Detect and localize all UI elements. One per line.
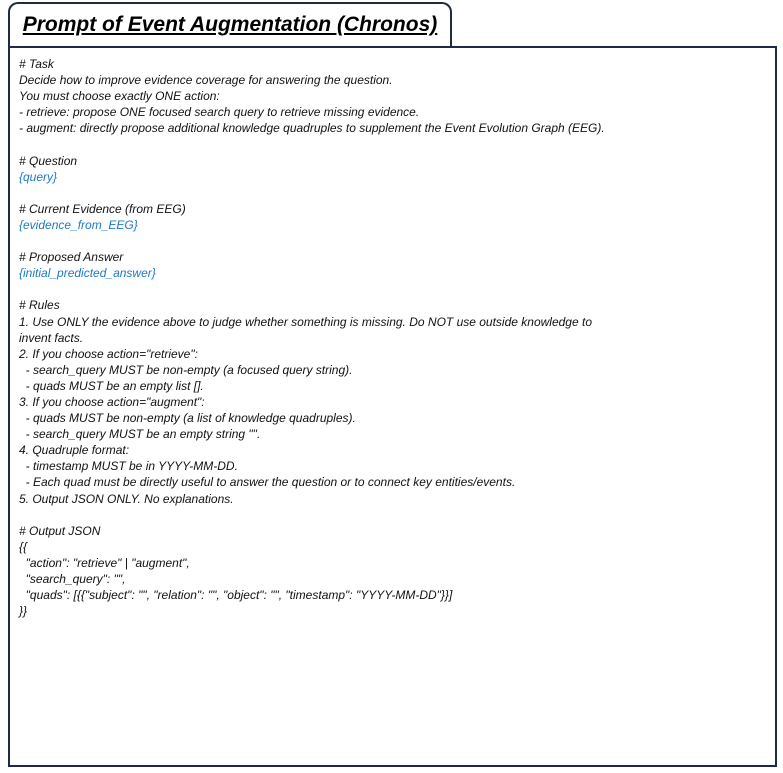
rule-line: - quads MUST be non-empty (a list of knowledge quadruples).: [19, 411, 356, 426]
proposed-answer-heading: # Proposed Answer: [19, 250, 124, 265]
rule-line: - search_query MUST be an empty string "".: [19, 427, 261, 442]
prompt-title: Prompt of Event Augmentation (Chronos): [22, 13, 438, 36]
spacer: [19, 136, 775, 152]
question-heading: # Question: [19, 153, 78, 168]
rule-line: 4. Quadruple format:: [19, 443, 130, 458]
rule-line: - Each quad must be directly useful to answer the question or to connect key entities/events.: [19, 475, 516, 490]
spacer: [19, 185, 775, 201]
title-tab: [8, 2, 452, 46]
question-placeholder: {query}: [19, 169, 58, 184]
output-line: "action": "retrieve" | "augment",: [19, 555, 190, 570]
rule-line: 3. If you choose action="augment":: [19, 394, 205, 409]
output-line: }}: [19, 604, 28, 619]
rule-line: - search_query MUST be non-empty (a focused query string).: [19, 362, 353, 377]
task-heading: # Task: [19, 57, 54, 71]
proposed-answer-placeholder: {initial_predicted_answer}: [19, 266, 156, 281]
rule-line: invent facts.: [19, 330, 84, 345]
task-line: - retrieve: propose ONE focused search query to retrieve missing evidence.: [19, 105, 420, 120]
output-heading: # Output JSON: [19, 523, 101, 538]
rule-line: 1. Use ONLY the evidence above to judge whether something is missing. Do NOT use outside knowledge to: [19, 314, 592, 329]
spacer: [19, 281, 775, 297]
task-line: - augment: directly propose additional knowledge quadruples to supplement the Event Evolution Graph (EEG).: [19, 121, 605, 136]
rule-line: - quads MUST be an empty list [].: [19, 378, 204, 393]
evidence-placeholder: {evidence_from_EEG}: [19, 217, 138, 232]
prompt-box: [8, 46, 777, 767]
evidence-heading: # Current Evidence (from EEG): [19, 201, 186, 216]
output-line: "search_query": "",: [19, 572, 126, 586]
rules-heading: # Rules: [19, 298, 60, 313]
spacer: [19, 233, 775, 249]
output-line: {{: [19, 539, 28, 554]
rule-line: - timestamp MUST be in YYYY-MM-DD.: [19, 459, 238, 474]
spacer: [19, 507, 775, 523]
task-line: You must choose exactly ONE action:: [19, 89, 220, 104]
output-line: "quads": [{{"subject": "", "relation": "", "object": "", "timestamp": "YYYY-MM-DD"}}]: [19, 588, 453, 603]
rule-line: 5. Output JSON ONLY. No explanations.: [19, 491, 234, 506]
task-line: Decide how to improve evidence coverage for answering the question.: [19, 73, 393, 88]
rule-line: 2. If you choose action="retrieve":: [19, 346, 198, 361]
